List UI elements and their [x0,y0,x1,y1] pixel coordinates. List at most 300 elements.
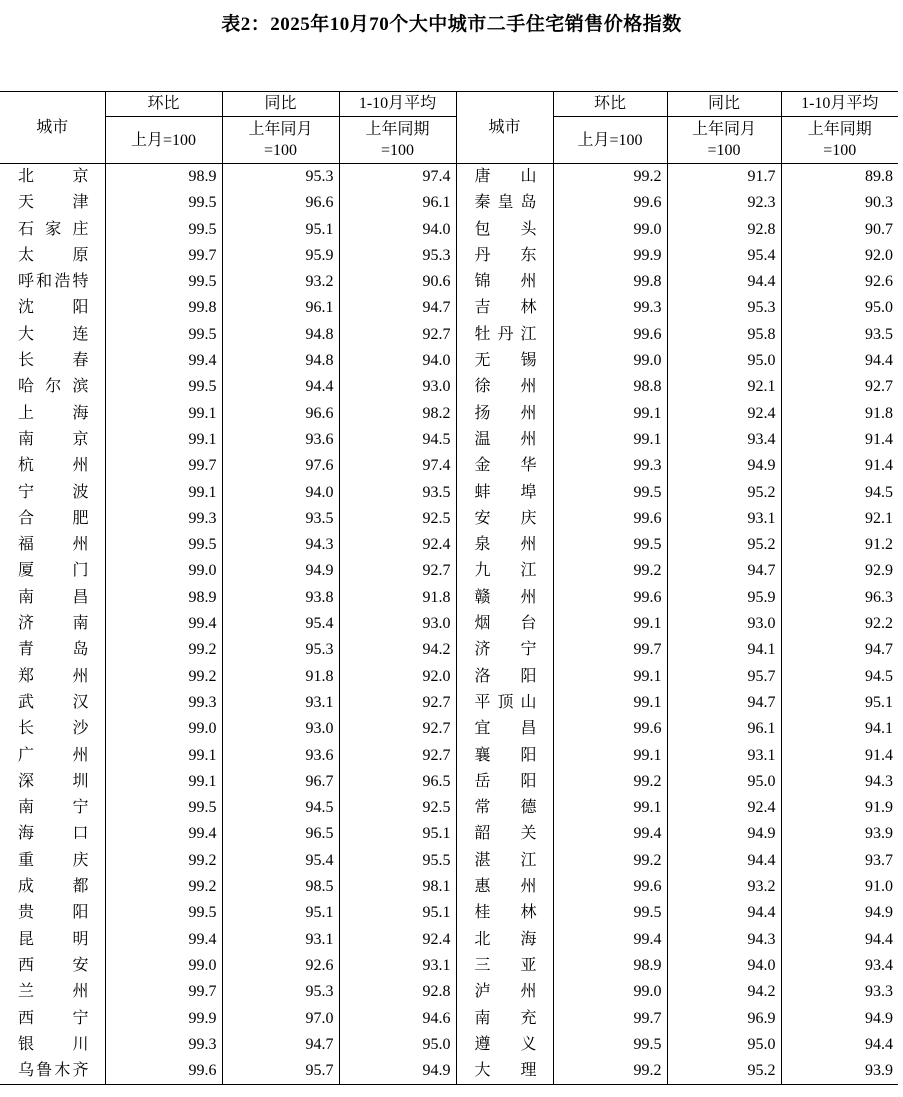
city-name-left: 兰州 [0,979,105,1005]
avg-value-right: 94.4 [781,927,898,953]
yoy-value-left: 96.6 [222,190,339,216]
table-title: 表2：2025年10月70个大中城市二手住宅销售价格指数 [221,14,682,35]
city-name-right: 蚌埠 [456,480,553,506]
mom-value-right: 99.6 [553,585,667,611]
city-name-left: 北京 [0,164,105,191]
mom-value-right: 99.1 [553,664,667,690]
city-name-left: 石家庄 [0,217,105,243]
table-body [0,164,898,1085]
avg-header-left: 1-10月平均 [339,92,456,117]
yoy-value-right: 94.3 [667,927,781,953]
mom-value-right: 99.7 [553,637,667,663]
mom-value-right: 99.2 [553,1058,667,1085]
yoy-value-left: 98.5 [222,874,339,900]
mom-value-left: 99.2 [105,637,222,663]
mom-value-left: 99.9 [105,1006,222,1032]
table-row [0,743,898,769]
avg-value-right: 92.0 [781,243,898,269]
city-name-left: 太原 [0,243,105,269]
table-row [0,927,898,953]
city-name-left: 南昌 [0,585,105,611]
avg-value-right: 95.1 [781,690,898,716]
table-row [0,611,898,637]
avg-value-left: 92.0 [339,664,456,690]
table-row [0,401,898,427]
city-name-left: 成都 [0,874,105,900]
city-name-right: 遵义 [456,1032,553,1058]
city-column-header-left: 城市 [0,92,105,164]
yoy-value-left: 95.1 [222,900,339,926]
mom-value-left: 99.1 [105,427,222,453]
avg-value-right: 93.4 [781,953,898,979]
avg-value-right: 93.7 [781,848,898,874]
city-name-right: 九江 [456,558,553,584]
city-name-left: 杭州 [0,453,105,479]
table-row [0,664,898,690]
city-name-right: 吉林 [456,295,553,321]
table-row [0,900,898,926]
table-row [0,506,898,532]
city-name-left: 沈阳 [0,295,105,321]
avg-value-right: 92.2 [781,611,898,637]
yoy-value-left: 93.1 [222,927,339,953]
avg-value-left: 94.6 [339,1006,456,1032]
mom-value-right: 99.6 [553,716,667,742]
table-row [0,690,898,716]
mom-value-right: 99.5 [553,900,667,926]
mom-value-right: 99.1 [553,690,667,716]
city-name-left: 南宁 [0,795,105,821]
yoy-value-right: 92.8 [667,217,781,243]
yoy-value-right: 94.2 [667,979,781,1005]
avg-value-right: 94.5 [781,664,898,690]
yoy-value-right: 95.7 [667,664,781,690]
mom-value-left: 99.5 [105,322,222,348]
mom-value-right: 99.6 [553,190,667,216]
mom-value-left: 99.1 [105,769,222,795]
avg-value-right: 91.2 [781,532,898,558]
mom-value-left: 99.7 [105,243,222,269]
mom-value-left: 99.5 [105,900,222,926]
mom-value-left: 99.7 [105,979,222,1005]
yoy-value-left: 93.1 [222,690,339,716]
avg-value-left: 95.3 [339,243,456,269]
avg-value-left: 91.8 [339,585,456,611]
city-name-right: 丹东 [456,243,553,269]
city-name-right: 岳阳 [456,769,553,795]
table-row [0,953,898,979]
yoy-value-right: 95.2 [667,532,781,558]
yoy-value-right: 94.4 [667,900,781,926]
city-name-left: 呼和浩特 [0,269,105,295]
city-name-left: 长春 [0,348,105,374]
yoy-value-right: 96.1 [667,716,781,742]
mom-value-right: 98.9 [553,953,667,979]
yoy-value-right: 95.8 [667,322,781,348]
yoy-value-left: 94.8 [222,322,339,348]
city-name-right: 金华 [456,453,553,479]
city-name-left: 福州 [0,532,105,558]
yoy-value-right: 95.9 [667,585,781,611]
yoy-value-right: 91.7 [667,164,781,191]
yoy-value-right: 93.0 [667,611,781,637]
avg-value-right: 93.3 [781,979,898,1005]
yoy-value-left: 97.0 [222,1006,339,1032]
mom-value-right: 99.0 [553,217,667,243]
yoy-value-right: 93.1 [667,506,781,532]
yoy-base-line1: 上年同月 [691,121,756,138]
yoy-value-left: 92.6 [222,953,339,979]
mom-value-left: 98.9 [105,164,222,191]
mom-value-left: 98.9 [105,585,222,611]
mom-value-right: 99.1 [553,611,667,637]
mom-value-right: 99.2 [553,769,667,795]
mom-value-left: 99.5 [105,190,222,216]
yoy-value-right: 92.1 [667,374,781,400]
city-name-right: 南充 [456,1006,553,1032]
table-row [0,874,898,900]
mom-value-left: 99.0 [105,558,222,584]
table-row [0,979,898,1005]
avg-value-left: 92.5 [339,506,456,532]
table-header [0,92,898,164]
mom-value-left: 99.3 [105,690,222,716]
avg-value-left: 92.7 [339,690,456,716]
avg-value-left: 92.4 [339,532,456,558]
city-name-left: 重庆 [0,848,105,874]
city-name-left: 西安 [0,953,105,979]
city-name-left: 天津 [0,190,105,216]
avg-base-line2: =100 [380,142,415,159]
city-name-right: 大理 [456,1058,553,1085]
mom-value-right: 99.7 [553,1006,667,1032]
yoy-value-left: 96.1 [222,295,339,321]
avg-value-left: 92.5 [339,795,456,821]
table-row [0,190,898,216]
table-row [0,480,898,506]
city-name-right: 温州 [456,427,553,453]
mom-value-right: 99.1 [553,401,667,427]
city-name-right: 襄阳 [456,743,553,769]
city-name-right: 北海 [456,927,553,953]
avg-value-right: 91.8 [781,401,898,427]
mom-value-right: 99.9 [553,243,667,269]
yoy-value-right: 95.4 [667,243,781,269]
mom-value-left: 99.3 [105,506,222,532]
mom-value-left: 99.2 [105,874,222,900]
yoy-value-right: 94.1 [667,637,781,663]
avg-value-left: 95.0 [339,1032,456,1058]
city-name-left: 乌鲁木齐 [0,1058,105,1085]
city-name-left: 郑州 [0,664,105,690]
yoy-value-left: 94.9 [222,558,339,584]
table-row [0,322,898,348]
city-name-right: 平顶山 [456,690,553,716]
avg-value-right: 94.9 [781,900,898,926]
yoy-value-left: 95.4 [222,611,339,637]
avg-value-left: 92.7 [339,322,456,348]
mom-value-left: 99.3 [105,1032,222,1058]
avg-value-left: 97.4 [339,164,456,191]
yoy-value-right: 95.0 [667,1032,781,1058]
city-name-right: 包头 [456,217,553,243]
city-name-right: 秦皇岛 [456,190,553,216]
city-name-right: 宜昌 [456,716,553,742]
mom-value-right: 99.5 [553,480,667,506]
mom-value-right: 99.1 [553,743,667,769]
city-name-right: 三亚 [456,953,553,979]
avg-value-left: 92.7 [339,716,456,742]
mom-value-right: 99.0 [553,348,667,374]
mom-base-right: 上月=100 [553,117,667,164]
avg-value-right: 91.4 [781,743,898,769]
mom-value-left: 99.4 [105,927,222,953]
avg-value-left: 90.6 [339,269,456,295]
city-name-right: 惠州 [456,874,553,900]
avg-base-line1: 上年同期 [807,121,872,138]
city-name-left: 宁波 [0,480,105,506]
avg-value-right: 89.8 [781,164,898,191]
yoy-value-left: 93.5 [222,506,339,532]
mom-value-right: 99.4 [553,927,667,953]
mom-value-left: 99.5 [105,269,222,295]
table-row [0,716,898,742]
table-row [0,637,898,663]
city-name-right: 唐山 [456,164,553,191]
city-name-right: 泸州 [456,979,553,1005]
city-name-right: 锦州 [456,269,553,295]
avg-value-left: 94.7 [339,295,456,321]
mom-value-left: 99.0 [105,716,222,742]
city-name-right: 湛江 [456,848,553,874]
city-name-right: 洛阳 [456,664,553,690]
yoy-value-right: 95.0 [667,769,781,795]
yoy-value-left: 95.3 [222,979,339,1005]
yoy-value-left: 95.7 [222,1058,339,1085]
city-name-right: 安庆 [456,506,553,532]
mom-value-left: 99.5 [105,532,222,558]
table-row [0,348,898,374]
city-name-left: 青岛 [0,637,105,663]
yoy-value-left: 93.8 [222,585,339,611]
avg-value-right: 93.9 [781,821,898,847]
avg-value-left: 93.1 [339,953,456,979]
yoy-value-left: 95.3 [222,637,339,663]
mom-value-right: 99.0 [553,979,667,1005]
yoy-header-left: 同比 [222,92,339,117]
avg-base-right [781,117,898,164]
avg-value-left: 97.4 [339,453,456,479]
city-name-left: 济南 [0,611,105,637]
avg-value-right: 93.9 [781,1058,898,1085]
mom-value-left: 99.4 [105,348,222,374]
avg-value-left: 92.4 [339,927,456,953]
avg-value-left: 93.0 [339,611,456,637]
yoy-value-right: 93.2 [667,874,781,900]
mom-value-right: 99.6 [553,874,667,900]
yoy-value-right: 93.1 [667,743,781,769]
table-row [0,164,898,191]
avg-value-left: 93.0 [339,374,456,400]
mom-value-left: 99.5 [105,374,222,400]
city-name-left: 银川 [0,1032,105,1058]
avg-value-right: 91.0 [781,874,898,900]
yoy-base-line1: 上年同月 [248,121,313,138]
mom-value-right: 99.5 [553,1032,667,1058]
avg-value-right: 93.5 [781,322,898,348]
avg-value-left: 92.7 [339,558,456,584]
mom-value-left: 99.6 [105,1058,222,1085]
mom-value-right: 99.6 [553,506,667,532]
mom-value-left: 99.4 [105,821,222,847]
city-name-left: 深圳 [0,769,105,795]
yoy-value-left: 93.6 [222,427,339,453]
city-name-right: 扬州 [456,401,553,427]
city-name-right: 济宁 [456,637,553,663]
yoy-value-left: 93.2 [222,269,339,295]
avg-value-right: 96.3 [781,585,898,611]
avg-value-left: 94.0 [339,348,456,374]
yoy-value-left: 97.6 [222,453,339,479]
yoy-value-right: 94.7 [667,558,781,584]
avg-value-right: 91.9 [781,795,898,821]
city-name-right: 徐州 [456,374,553,400]
avg-header-right: 1-10月平均 [781,92,898,117]
table-row [0,769,898,795]
yoy-value-left: 95.9 [222,243,339,269]
avg-value-right: 94.5 [781,480,898,506]
city-name-left: 上海 [0,401,105,427]
table-row [0,1006,898,1032]
mom-value-left: 99.2 [105,664,222,690]
mom-value-right: 99.8 [553,269,667,295]
avg-value-left: 95.1 [339,821,456,847]
yoy-base-line2: =100 [707,142,741,159]
city-name-right: 烟台 [456,611,553,637]
city-name-right: 常德 [456,795,553,821]
table-row [0,269,898,295]
mom-value-left: 99.2 [105,848,222,874]
mom-value-left: 99.1 [105,401,222,427]
price-index-table [0,91,898,1085]
yoy-value-left: 96.7 [222,769,339,795]
city-column-header-right: 城市 [456,92,553,164]
mom-value-right: 99.3 [553,295,667,321]
mom-value-left: 99.5 [105,795,222,821]
table-row [0,1058,898,1085]
city-name-left: 大连 [0,322,105,348]
avg-base-line2: =100 [823,142,857,159]
mom-header-right: 环比 [553,92,667,117]
avg-value-left: 94.9 [339,1058,456,1085]
yoy-value-right: 94.4 [667,269,781,295]
avg-value-right: 90.7 [781,217,898,243]
avg-base-left [339,117,456,164]
mom-value-right: 99.5 [553,532,667,558]
mom-value-left: 99.4 [105,611,222,637]
avg-value-right: 91.4 [781,453,898,479]
yoy-header-right: 同比 [667,92,781,117]
mom-value-right: 99.2 [553,558,667,584]
avg-value-right: 94.1 [781,716,898,742]
city-name-left: 厦门 [0,558,105,584]
city-name-left: 海口 [0,821,105,847]
yoy-value-left: 95.1 [222,217,339,243]
table-row [0,795,898,821]
yoy-value-left: 94.4 [222,374,339,400]
avg-value-left: 98.1 [339,874,456,900]
table-row [0,558,898,584]
avg-value-left: 92.7 [339,743,456,769]
avg-value-right: 92.1 [781,506,898,532]
mom-value-left: 99.1 [105,743,222,769]
avg-value-right: 94.4 [781,348,898,374]
table-row [0,848,898,874]
yoy-base-line2: =100 [263,142,298,159]
avg-value-right: 94.7 [781,637,898,663]
avg-value-left: 96.5 [339,769,456,795]
avg-value-left: 92.8 [339,979,456,1005]
yoy-value-left: 91.8 [222,664,339,690]
yoy-value-left: 94.3 [222,532,339,558]
yoy-value-left: 94.0 [222,480,339,506]
avg-value-right: 92.6 [781,269,898,295]
yoy-value-left: 95.3 [222,164,339,191]
yoy-value-right: 94.9 [667,821,781,847]
city-name-right: 韶关 [456,821,553,847]
mom-value-right: 99.2 [553,848,667,874]
yoy-value-right: 94.0 [667,953,781,979]
city-name-right: 无锡 [456,348,553,374]
mom-value-left: 99.8 [105,295,222,321]
yoy-value-right: 92.3 [667,190,781,216]
mom-value-left: 99.7 [105,453,222,479]
avg-value-right: 94.4 [781,1032,898,1058]
yoy-value-right: 92.4 [667,795,781,821]
mom-value-right: 99.1 [553,427,667,453]
yoy-value-left: 96.5 [222,821,339,847]
yoy-value-right: 94.9 [667,453,781,479]
avg-value-left: 95.1 [339,900,456,926]
table-row [0,427,898,453]
mom-base-left: 上月=100 [105,117,222,164]
mom-value-left: 99.1 [105,480,222,506]
city-name-left: 武汉 [0,690,105,716]
table-row [0,217,898,243]
yoy-value-left: 93.6 [222,743,339,769]
table-row [0,243,898,269]
yoy-value-right: 95.0 [667,348,781,374]
city-name-right: 赣州 [456,585,553,611]
mom-value-right: 98.8 [553,374,667,400]
avg-value-left: 95.5 [339,848,456,874]
avg-value-right: 95.0 [781,295,898,321]
table-row [0,821,898,847]
yoy-value-left: 93.0 [222,716,339,742]
mom-value-right: 99.3 [553,453,667,479]
table-row [0,295,898,321]
avg-value-right: 92.7 [781,374,898,400]
mom-value-right: 99.1 [553,795,667,821]
avg-value-left: 94.2 [339,637,456,663]
table-row [0,374,898,400]
yoy-value-left: 95.4 [222,848,339,874]
city-name-left: 广州 [0,743,105,769]
table-row [0,453,898,479]
avg-value-left: 93.5 [339,480,456,506]
city-name-right: 桂林 [456,900,553,926]
avg-value-left: 98.2 [339,401,456,427]
